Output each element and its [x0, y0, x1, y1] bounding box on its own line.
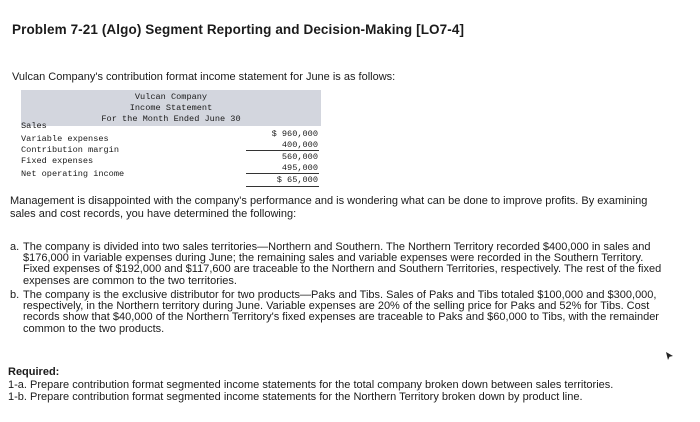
fact-line: expenses are common to the two territories.	[23, 274, 237, 287]
income-statement-header	[21, 90, 321, 126]
row-value-net-operating-income: $ 65,000	[276, 175, 318, 185]
fact-line: respectively, in the Northern territory during June. Variable expenses are 20% of the selling price for Paks and 52% for Tibs. Cost	[23, 300, 650, 313]
subtotal-rule	[246, 150, 319, 151]
row-label-contribution-margin: Contribution margin	[21, 145, 119, 155]
row-label-variable-expenses: Variable expenses	[21, 134, 109, 144]
fact-line: Fixed expenses of $192,000 and $117,600 are traceable to the Northern and Southern Territories, respectively. The rest of the fixed	[23, 263, 662, 276]
intro-text: Vulcan Company's contribution format income statement for June is as follows:	[12, 71, 396, 83]
total-double-rule	[246, 186, 319, 187]
required-item-1a: 1-a. Prepare contribution format segmented income statements for the total company broken down between sales territories.	[8, 379, 614, 391]
mouse-pointer-icon	[664, 351, 674, 361]
row-value-contribution-margin: 560,000	[281, 152, 318, 162]
row-label-net-operating-income: Net operating income	[21, 169, 125, 179]
management-line: sales and cost records, you have determined the following:	[10, 207, 297, 220]
fact-item-a	[10, 242, 680, 287]
management-paragraph	[10, 195, 647, 220]
company-name: Vulcan Company	[134, 92, 208, 102]
management-line: Management is disappointed with the company's performance and is wondering what can be done to improve profits. By examining	[10, 195, 648, 207]
fact-line: records show that $40,000 of the Northern Territory's fixed expenses are traceable to Paks and $60,000 to Tibs, with the remainder	[23, 311, 659, 324]
required-heading: Required:	[8, 366, 60, 378]
statement-period: For the Month Ended June 30	[101, 114, 241, 124]
row-value-sales: $ 960,000	[271, 129, 318, 139]
fact-line: The company is divided into two sales territories—Northern and Southern. The Northern Territory recorded $400,000 in sales and	[23, 241, 651, 253]
problem-title: Problem 7-21 (Algo) Segment Reporting and Decision-Making [LO7-4]	[12, 22, 465, 37]
row-label-sales: Sales	[21, 121, 47, 131]
fact-line: common to the two products.	[23, 322, 165, 335]
row-value-variable-expenses: 400,000	[281, 140, 318, 150]
subtotal-rule	[246, 173, 319, 174]
fact-marker: a.	[10, 241, 20, 253]
fact-marker: b.	[10, 289, 20, 301]
fact-item-b	[10, 290, 680, 335]
fact-line: The company is the exclusive distributor for two products—Paks and Tibs. Sales of Paks and Tibs totaled $100,000 and $300,000,	[23, 289, 657, 301]
fact-line: $176,000 in variable expenses during June; the remaining sales and variable expenses were recorded in the Southern Territory.	[23, 252, 644, 265]
statement-name: Income Statement	[129, 103, 213, 113]
required-item-1b: 1-b. Prepare contribution format segmented income statements for the Northern Territory broken down by product line.	[8, 391, 583, 403]
row-label-fixed-expenses: Fixed expenses	[21, 156, 94, 166]
row-value-fixed-expenses: 495,000	[281, 163, 318, 173]
